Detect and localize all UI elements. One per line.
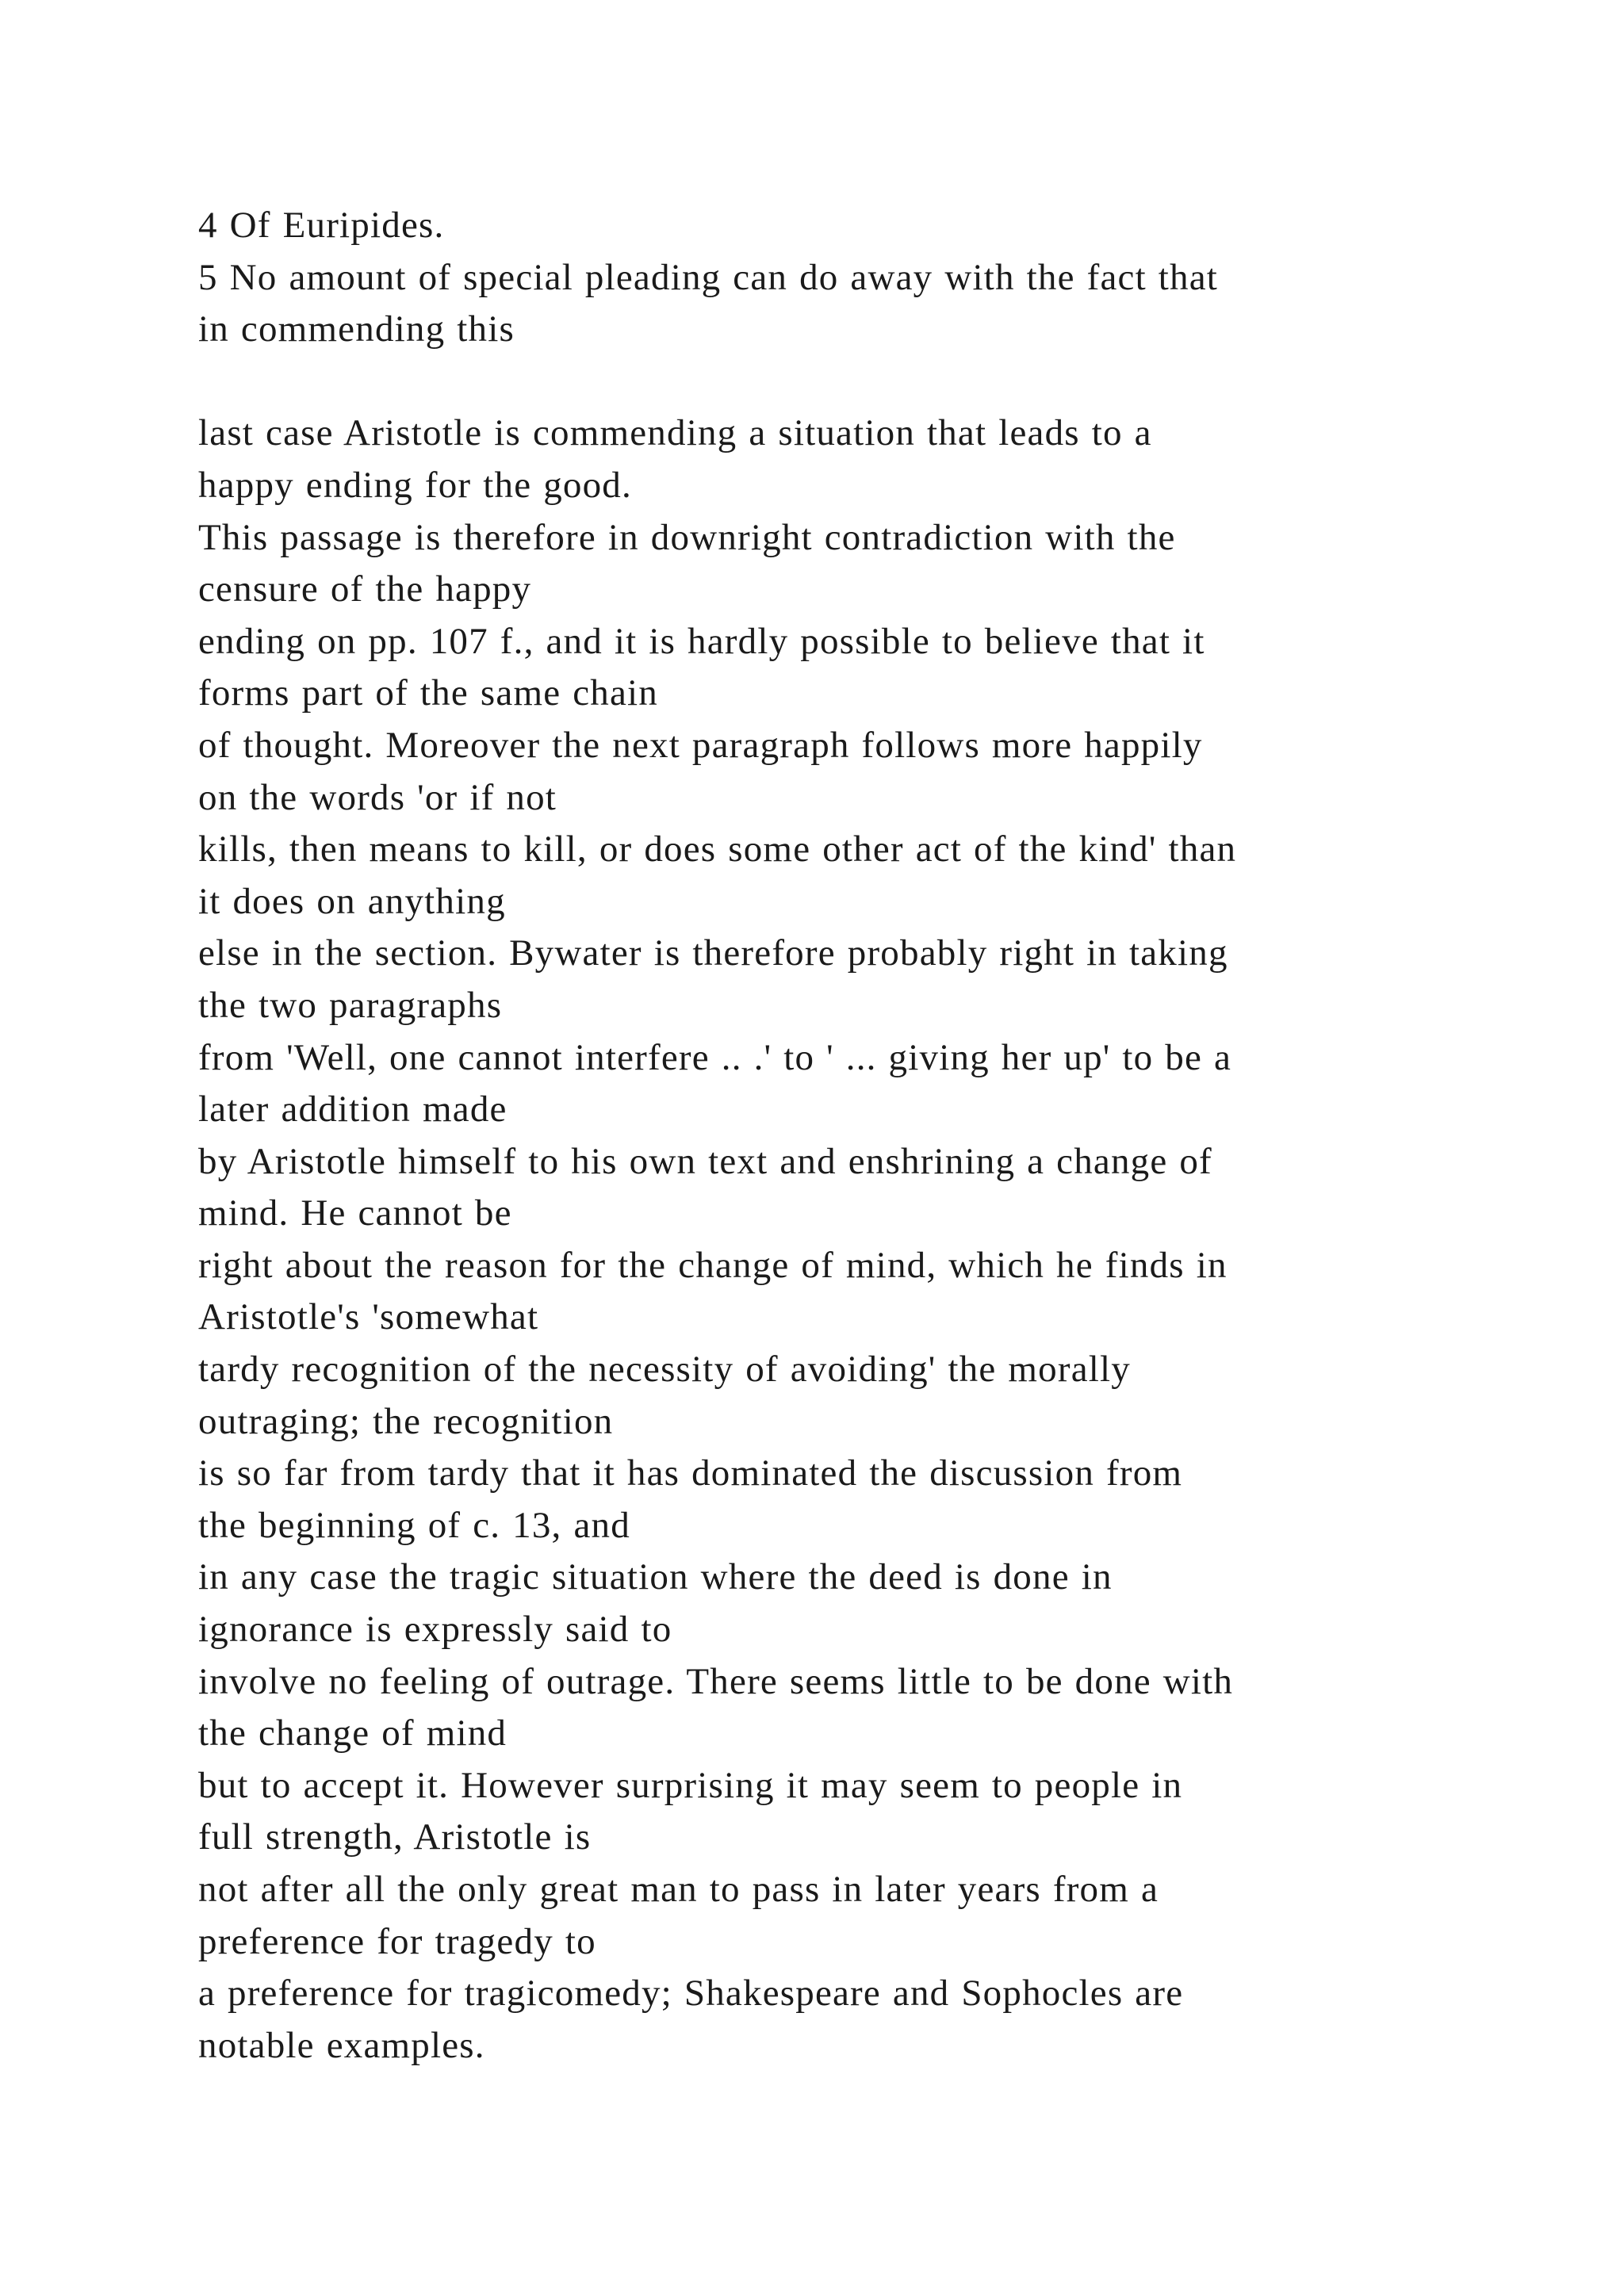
text-line: is so far from tardy that it has dominated the discussion from bbox=[198, 1452, 1183, 1494]
text-line: in any case the tragic situation where the deed is done in bbox=[198, 1556, 1113, 1598]
text-line: forms part of the same chain bbox=[198, 672, 658, 714]
text-line: but to accept it. However surprising it may seem to people in bbox=[198, 1764, 1183, 1806]
text-line: ignorance is expressly said to bbox=[198, 1609, 672, 1651]
text-line: in commending this bbox=[198, 308, 515, 350]
text-line: kills, then means to kill, or does some other act of the kind' than bbox=[198, 828, 1237, 871]
text-line: the two paragraphs bbox=[198, 984, 503, 1026]
paragraph-gap bbox=[198, 356, 1467, 408]
text-line: happy ending for the good. bbox=[198, 464, 632, 506]
text-line: involve no feeling of outrage. There seems little to be done with bbox=[198, 1660, 1234, 1702]
text-line: tardy recognition of the necessity of avoiding' the morally bbox=[198, 1349, 1131, 1391]
text-line: censure of the happy bbox=[198, 568, 532, 610]
text-line: the change of mind bbox=[198, 1712, 508, 1755]
text-line: the beginning of c. 13, and bbox=[198, 1504, 630, 1546]
text-line: ending on pp. 107 f., and it is hardly possible to believe that it bbox=[198, 620, 1205, 662]
text-line: of thought. Moreover the next paragraph follows more happily bbox=[198, 724, 1203, 766]
text-line: later addition made bbox=[198, 1089, 508, 1131]
text-line: outraging; the recognition bbox=[198, 1400, 614, 1442]
text-line: else in the section. Bywater is therefore probably right in taking bbox=[198, 932, 1228, 974]
text-line: a preference for tragicomedy; Shakespeare and Sophocles are bbox=[198, 1973, 1184, 2015]
text-line: Aristotle's 'somewhat bbox=[198, 1296, 539, 1338]
text-line: preference for tragedy to bbox=[198, 1920, 596, 1962]
text-line: mind. He cannot be bbox=[198, 1192, 512, 1234]
text-line: by Aristotle himself to his own text and enshrining a change of bbox=[198, 1140, 1212, 1182]
text-line: This passage is therefore in downright contradiction with the bbox=[198, 516, 1176, 558]
text-line: last case Aristotle is commending a situation that leads to a bbox=[198, 412, 1152, 454]
text-line: it does on anything bbox=[198, 880, 506, 922]
text-line: right about the reason for the change of mind, which he finds in bbox=[198, 1244, 1228, 1286]
text-line: 5 No amount of special pleading can do away with the fact that bbox=[198, 256, 1219, 298]
footnote-text-block bbox=[198, 200, 1467, 2072]
text-line: not after all the only great man to pass in later years from a bbox=[198, 1869, 1159, 1910]
text-line: notable examples. bbox=[198, 2024, 485, 2066]
text-line: on the words 'or if not bbox=[198, 776, 557, 818]
text-line: 4 Of Euripides. bbox=[198, 205, 445, 246]
text-line: from 'Well, one cannot interfere .. .' to ' ... giving her up' to be a bbox=[198, 1036, 1232, 1078]
text-line: full strength, Aristotle is bbox=[198, 1816, 592, 1858]
